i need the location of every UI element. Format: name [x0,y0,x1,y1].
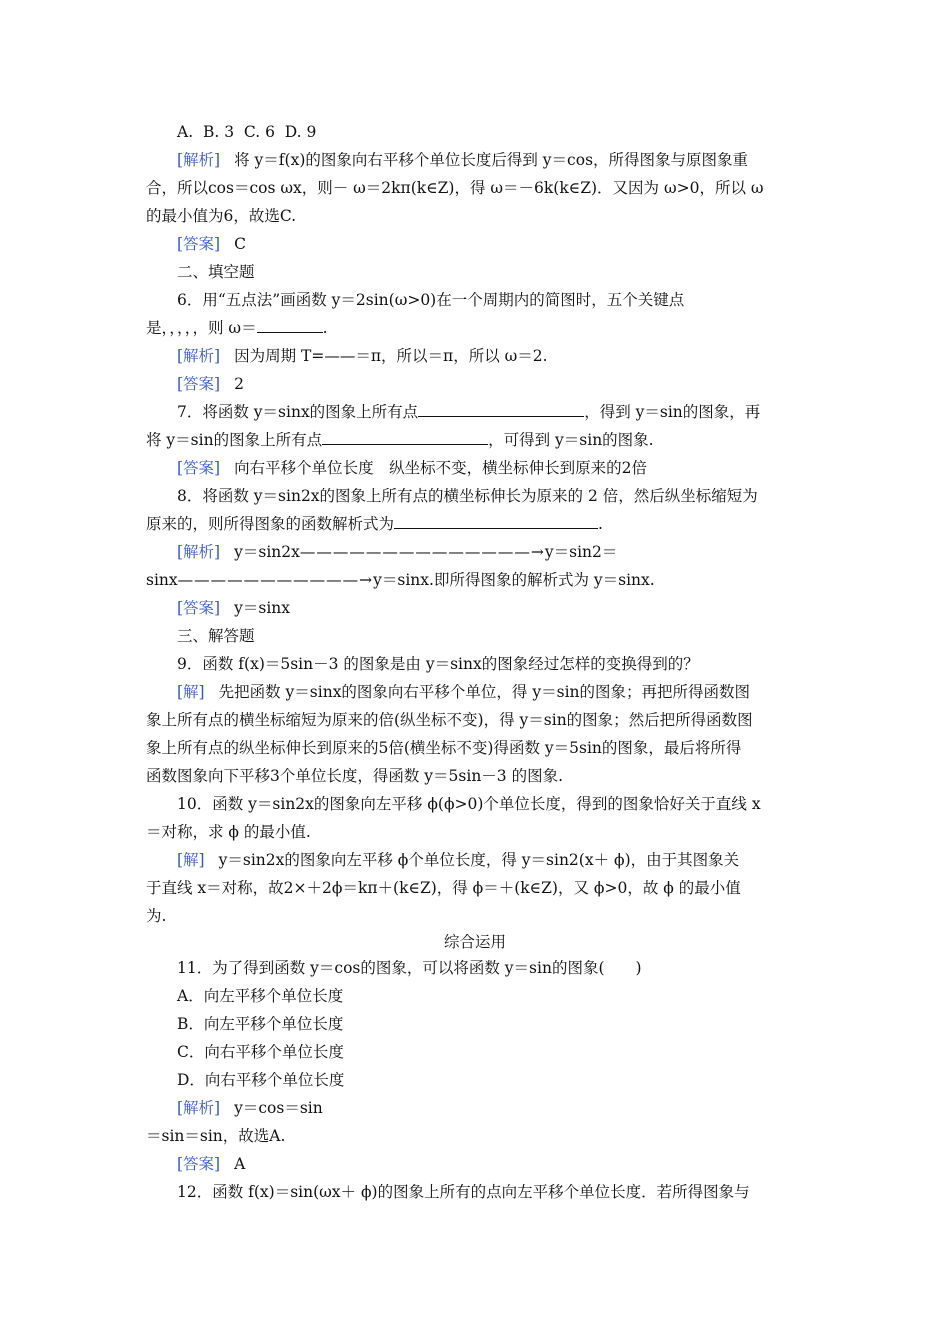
q9-solution-text-1: 先把函数 y＝sinx的图象向右平移个单位，得 y＝sin的图象；再把所得函数图 [218,683,751,701]
q10-stem-line-2: ＝对称，求 ϕ 的最小值. [146,823,311,841]
transform-arrow: ——————————————→ [299,543,545,561]
q8-stem-end: . [598,515,603,533]
q8-stem-line-2 [146,514,603,534]
answer-tag: [答案] [177,459,221,477]
q7-stem-text-2b: ，可得到 y＝sin的图象. [488,431,654,449]
section-solve: 三、解答题 [177,627,255,645]
q11-analysis-text-1: y＝cos＝sin [234,1099,323,1117]
q11-answer-value: A [234,1155,246,1173]
q11-answer [177,1154,245,1174]
q5-analysis-line-2: 合，所以cos＝cos ωx，则－ ω＝2kπ(k∈Z)，得 ω＝－6k(k∈Z)．又因为 ω>0，所以 ω [146,179,764,197]
solution-tag: [解] [177,851,205,869]
q8-analysis-text-2a: sinx [146,571,178,589]
q11-stem: 11．为了得到函数 y＝cos的图象，可以将函数 y＝sin的图象( ) [177,959,642,977]
analysis-tag: [解析] [177,151,221,169]
q5-analysis-line-3: 的最小值为6，故选C. [146,207,297,225]
q11-analysis-line-2: ＝sin＝sin，故选A. [146,1127,286,1145]
q7-answer [177,458,647,478]
q7-answer-value: 向右平移个单位长度 纵坐标不变，横坐标伸长到原来的2倍 [234,459,647,477]
transform-arrow: ———————————→ [177,571,374,589]
q12-stem-line-1: 12．函数 f(x)＝sin(ωx＋ ϕ)的图象上所有的点向左平移个单位长度．若所得图象与 [177,1183,750,1201]
answer-tag: [答案] [177,1155,221,1173]
q11-option-a: A．向左平移个单位长度 [177,987,344,1005]
q6-answer [177,374,244,394]
q11-option-d: D．向右平移个单位长度 [177,1071,345,1089]
q8-analysis-text-2b: y＝sinx.即所得图象的解析式为 y＝sinx. [373,571,655,589]
q10-solution-line-3: 为. [146,907,167,925]
answer-tag: [答案] [177,375,221,393]
q8-analysis-text-1a: y＝sin2x [234,543,300,561]
q6-stem-end: . [322,319,328,337]
analysis-tag: [解析] [177,543,221,561]
q5-answer [177,234,246,254]
q9-solution-line-4: 函数图象向下平移3个单位长度，得函数 y＝5sin－3 的图象. [146,767,564,785]
q11-analysis-line-1 [177,1098,323,1118]
q7-stem-text-1b: ，得到 y＝sin的图象，再 [584,403,761,421]
q11-option-c: C．向右平移个单位长度 [177,1043,344,1061]
q7-stem-line-1 [177,402,760,422]
q6-stem-text: 是，，，，，则 ω＝ [146,319,257,337]
answer-tag: [答案] [177,235,221,253]
q8-stem-line-1: 8．将函数 y＝sin2x的图象上所有点的横坐标伸长为原来的 2 倍，然后纵坐标缩短为 [177,487,758,505]
section-comprehensive: 综合运用 [443,933,506,951]
q6-blank [257,318,323,333]
q5-answer-value: C [234,235,246,253]
answer-tag: [答案] [177,599,221,617]
q10-stem-line-1: 10．函数 y＝sin2x的图象向左平移 ϕ(ϕ>0)个单位长度，得到的图象恰好关于直线 x [177,795,761,813]
q8-stem-text: 原来的，则所得图象的函数解析式为 [146,515,395,533]
q11-option-b: B．向左平移个单位长度 [177,1015,344,1033]
q7-blank-1 [418,402,584,417]
q8-analysis-line-2 [146,570,655,590]
q8-analysis-text-1b: y＝sin2＝ [544,543,618,561]
solution-tag: [解] [177,683,205,701]
section-fill-in: 二、填空题 [177,263,255,281]
q6-analysis [177,346,548,366]
q8-answer [177,598,290,618]
q7-stem-line-2 [146,430,654,450]
q10-solution-line-2: 于直线 x＝对称，故2×＋2ϕ＝kπ＋(k∈Z)，得 ϕ＝＋(k∈Z)，又 ϕ>0，故 ϕ 的最小值 [146,879,741,897]
q6-analysis-text: 因为周期 T=——＝π，所以＝π，所以 ω＝2. [234,347,548,365]
q9-solution-line-2: 象上所有点的横坐标缩短为原来的倍(纵坐标不变)，得 y＝sin的图象；然后把所得函数图 [146,711,753,729]
q10-solution-text-1: y＝sin2x的图象向左平移 ϕ个单位长度，得 y＝sin2(x＋ ϕ)，由于其图象关 [218,851,740,869]
q9-solution-line-1 [177,682,750,702]
q6-stem-line-1: 6．用“五点法”画函数 y＝2sin(ω>0)在一个周期内的简图时，五个关键点 [177,291,685,309]
q9-stem: 9．函数 f(x)＝5sin－3 的图象是由 y＝sinx的图象经过怎样的变换得到的？ [177,655,699,673]
q7-stem-text-1a: 7．将函数 y＝sinx的图象上所有点 [177,403,419,421]
q5-analysis-text-1: 将 y＝f(x)的图象向右平移个单位长度后得到 y＝cos，所得图象与原图象重 [234,151,749,169]
q10-solution-line-1 [177,850,739,870]
q8-answer-value: y＝sinx [234,599,291,617]
q7-stem-text-2a: 将 y＝sin的图象上所有点 [146,431,323,449]
q8-blank [394,514,598,529]
q8-analysis-line-1 [177,542,617,562]
q5-analysis-line-1 [177,150,748,170]
analysis-tag: [解析] [177,347,221,365]
q5-options: A. B. 3 C. 6 D. 9 [177,123,317,141]
q6-stem-line-2 [146,318,328,338]
q9-solution-line-3: 象上所有点的纵坐标伸长到原来的5倍(横坐标不变)得函数 y＝5sin的图象，最后将所得 [146,739,742,757]
analysis-tag: [解析] [177,1099,221,1117]
q6-answer-value: 2 [234,375,244,393]
q7-blank-2 [322,430,488,445]
